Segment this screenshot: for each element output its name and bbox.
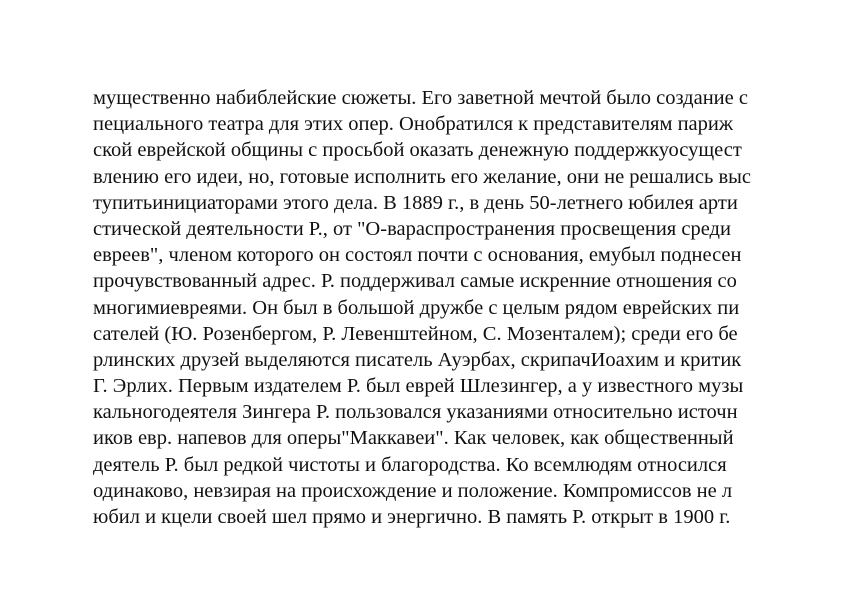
text-line-14: иков евр. напевов для оперы"Маккавеи". Как человек, как общественный [93,427,734,450]
text-line-3: ской еврейской общины с просьбой оказать денежную поддержкуосущест [93,139,742,162]
text-line-11: рлинских друзей выделяются писатель Ауэрбах, скрипачИоахим и критик [93,348,742,371]
document-text-block [93,85,813,530]
text-line-17: юбил и кцели своей шел прямо и энергично. В память Р. открыт в 1900 г. [93,506,731,528]
text-line-13: кальногодеятеля Зингера Р. пользовался указаниями относительно источн [93,401,738,424]
text-line-5: тупитьинициаторами этого дела. В 1889 г., в день 50-летнего юбилея арти [93,191,738,214]
text-line-4: влению его идеи, но, готовые исполнить его желание, они не решались выс [93,165,752,188]
text-line-12: Г. Эрлих. Первым издателем Р. был еврей Шлезингер, а у известного музы [93,375,744,398]
text-line-16: одинаково, невзирая на происхождение и положение. Компромиссов не л [93,479,733,502]
text-line-2: пециального театра для этих опер. Онобратился к представителям париж [93,113,734,136]
text-line-8: прочувствованный адрес. Р. поддерживал самые искренние отношения со [93,270,737,293]
text-line-10: сателей (Ю. Розенбергом, Р. Левенштейном, С. Мозенталем); среди его бе [93,322,738,345]
text-line-6: стической деятельности Р., от "О-вараспространения просвещения среди [93,217,731,240]
text-line-1: мущественно набиблейские сюжеты. Его заветной мечтой было создание с [93,87,748,109]
text-line-15: деятель Р. был редкой чистоты и благородства. Ко всемлюдям относился [93,453,727,476]
text-line-7: евреев", членом которого он состоял почти с основания, емубыл поднесен [93,244,742,267]
text-line-9: многимиевреями. Он был в большой дружбе с целым рядом еврейских пи [93,296,740,319]
